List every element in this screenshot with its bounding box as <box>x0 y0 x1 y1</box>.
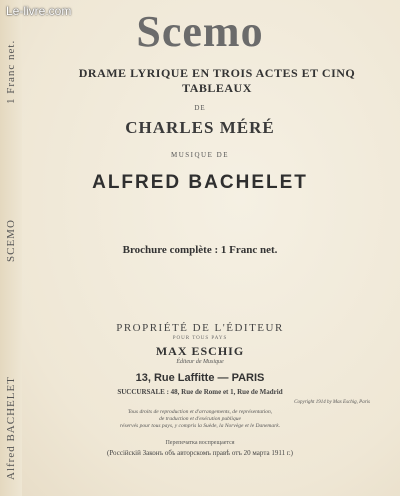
price-line: Brochure complète : 1 Franc net. <box>122 244 278 256</box>
music-by-label: MUSIQUE DE <box>171 151 229 159</box>
russian-notice: Перепечатка воспрещается <box>165 440 235 446</box>
copyright-notice: Copyright 1914 by Max Eschig, Paris <box>294 400 370 405</box>
publisher-property-heading: PROPRIÉTÉ DE L'ÉDITEUR <box>116 322 284 334</box>
publisher-address: 13, Rue Laffitte — PARIS <box>135 372 265 384</box>
publisher-name: MAX ESCHIG <box>155 344 245 358</box>
page-title: Scemo <box>136 7 264 56</box>
branch-address: SUCCURSALE : 48, Rue de Rome et 1, Rue de Madrid <box>117 388 283 396</box>
rights-line: réservés pour tous pays, y compris la Suède, la Norvège et le Danemark. <box>119 423 281 429</box>
rights-line: Tous droits de reproduction et d'arrangements, de représentation, <box>127 409 273 415</box>
spine-price: 1 Franc net. <box>5 40 17 105</box>
composer-name: ALFRED BACHELET <box>92 172 308 193</box>
subtitle: DRAME LYRIQUE EN TROIS ACTES ET CINQ TABLEAUX <box>78 66 356 95</box>
rights-line: de traduction et d'exécution publique <box>159 416 241 422</box>
by-label: DE <box>194 104 206 112</box>
author-name: CHARLES MÉRÉ <box>125 118 275 137</box>
all-countries-label: POUR TOUS PAYS <box>172 336 228 341</box>
spine-title: SCEMO <box>5 218 17 262</box>
spine-composer: Alfred BACHELET <box>5 376 17 480</box>
rights-notice <box>40 409 360 430</box>
publisher-role: Éditeur de Musique <box>176 359 224 365</box>
russian-law-notice: (Россійскій Законъ объ авторскомъ правѣ отъ 20 марта 1911 г.) <box>107 449 293 457</box>
watermark-logo: Le-livre.com <box>6 4 72 18</box>
